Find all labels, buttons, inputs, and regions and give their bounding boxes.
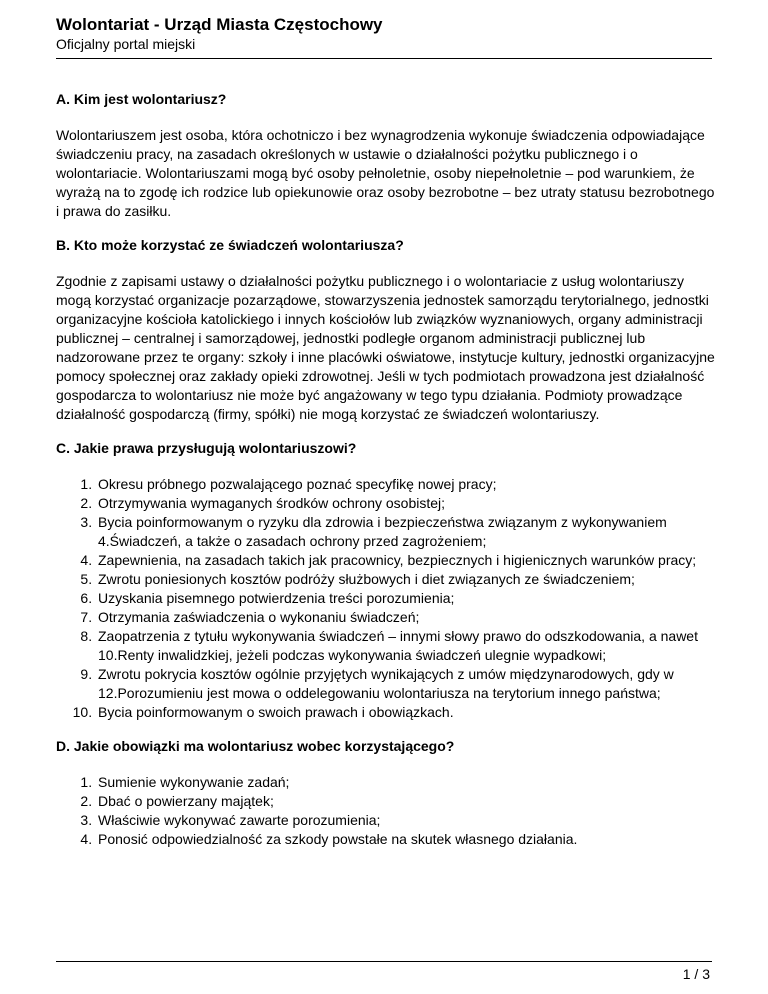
list-item: 8. Zaopatrzenia z tytułu wykonywania świadczeń – innymi słowy prawo do odszkodowania, a nawet 10.Renty inwalidzkiej, jeżeli podczas wykonywania świadczeń ulegnie wypadkowi; bbox=[96, 627, 716, 665]
list-item: 1. Sumienie wykonywanie zadań; bbox=[96, 773, 716, 792]
list-item: 3. Właściwie wykonywać zawarte porozumienia; bbox=[96, 811, 716, 830]
list-item: 5. Zwrotu poniesionych kosztów podróży służbowych i diet związanych ze świadczeniem; bbox=[96, 570, 716, 589]
section-a-heading: A. Kim jest wolontariusz? bbox=[56, 91, 227, 107]
page-number: 1 / 3 bbox=[682, 966, 710, 982]
footer-divider bbox=[56, 961, 712, 962]
rights-list bbox=[56, 475, 716, 722]
section-c bbox=[56, 439, 716, 722]
section-a bbox=[56, 90, 716, 221]
list-item: 9. Zwrotu pokrycia kosztów ogólnie przyjętych wynikających z umów międzynarodowych, gdy w 12.Porozumieniu jest mowa o oddelegowaniu wolontariusza na terytorium innego państwa; bbox=[96, 665, 716, 703]
document-body bbox=[56, 90, 716, 864]
list-item: 3. Bycia poinformowanym o ryzyku dla zdrowia i bezpieczeństwa związanym z wykonywaniem 4.Świadczeń, a także o zasadach ochrony przed zagrożeniem; bbox=[96, 513, 716, 551]
header-divider bbox=[56, 58, 712, 59]
list-item: 2. Otrzymywania wymaganych środków ochrony osobistej; bbox=[96, 494, 716, 513]
section-c-heading: C. Jakie prawa przysługują wolontariuszowi? bbox=[56, 440, 357, 456]
page-header bbox=[56, 14, 712, 54]
section-b-text: Zgodnie z zapisami ustawy o działalności pożytku publicznego i o wolontariacie z usług wolontariuszy mogą korzystać organizacje pozarządowe, stowarzyszenia jednostek samorządu terytorialnego, jednostki organizacyjne kościoła katolickiego i innych kościołów lub związków wyznaniowych, organy administracji publicznej – centralnej i samorządowej, jednostki podległe organom administracji publicznej lub nadzorowane przez te organy: szkoły i inne placówki oświatowe, instytucje kultury, jednostki organizacyjne pomocy społecznej oraz zakłady opieki zdrowotnej. Jeśli w tych podmiotach prowadzona jest działalność gospodarcza to wolontariusz nie może być angażowany w tego typu działania. Podmioty prowadzące działalność gospodarczą (firmy, spółki) nie mogą korzystać ze świadczeń wolontariuszy. bbox=[56, 273, 715, 422]
list-item: 4. Ponosić odpowiedzialność za szkody powstałe na skutek własnego działania. bbox=[96, 830, 716, 849]
list-item: 1. Okresu próbnego pozwalającego poznać specyfikę nowej pracy; bbox=[96, 475, 716, 494]
page-title: Wolontariat - Urząd Miasta Częstochowy bbox=[56, 15, 383, 34]
duties-list bbox=[56, 773, 716, 849]
list-item: 10. Bycia poinformowanym o swoich prawach i obowiązkach. bbox=[96, 703, 716, 722]
section-d-heading: D. Jakie obowiązki ma wolontariusz wobec korzystającego? bbox=[56, 738, 455, 754]
section-b-heading: B. Kto może korzystać ze świadczeń wolontariusza? bbox=[56, 237, 404, 253]
section-b bbox=[56, 236, 716, 424]
list-item: 7. Otrzymania zaświadczenia o wykonaniu świadczeń; bbox=[96, 608, 716, 627]
list-item: 6. Uzyskania pisemnego potwierdzenia treści porozumienia; bbox=[96, 589, 716, 608]
section-d bbox=[56, 737, 716, 849]
section-a-text: Wolontariuszem jest osoba, która ochotniczo i bez wynagrodzenia wykonuje świadczenia odpowiadające świadczeniu pracy, na zasadach określonych w ustawie o działalności pożytku publicznego i o wolontariacie. Wolontariuszami mogą być osoby pełnoletnie, osoby niepełnoletnie – pod warunkiem, że wyrażą na to zgodę ich rodzice lub opiekunowie oraz osoby bezrobotne – bez utraty statusu bezrobotnego i prawa do zasiłku. bbox=[56, 127, 715, 219]
list-item: 4. Zapewnienia, na zasadach takich jak pracownicy, bezpiecznych i higienicznych warunków pracy; bbox=[96, 551, 716, 570]
page-subtitle: Oficjalny portal miejski bbox=[56, 36, 196, 52]
list-item: 2. Dbać o powierzany majątek; bbox=[96, 792, 716, 811]
